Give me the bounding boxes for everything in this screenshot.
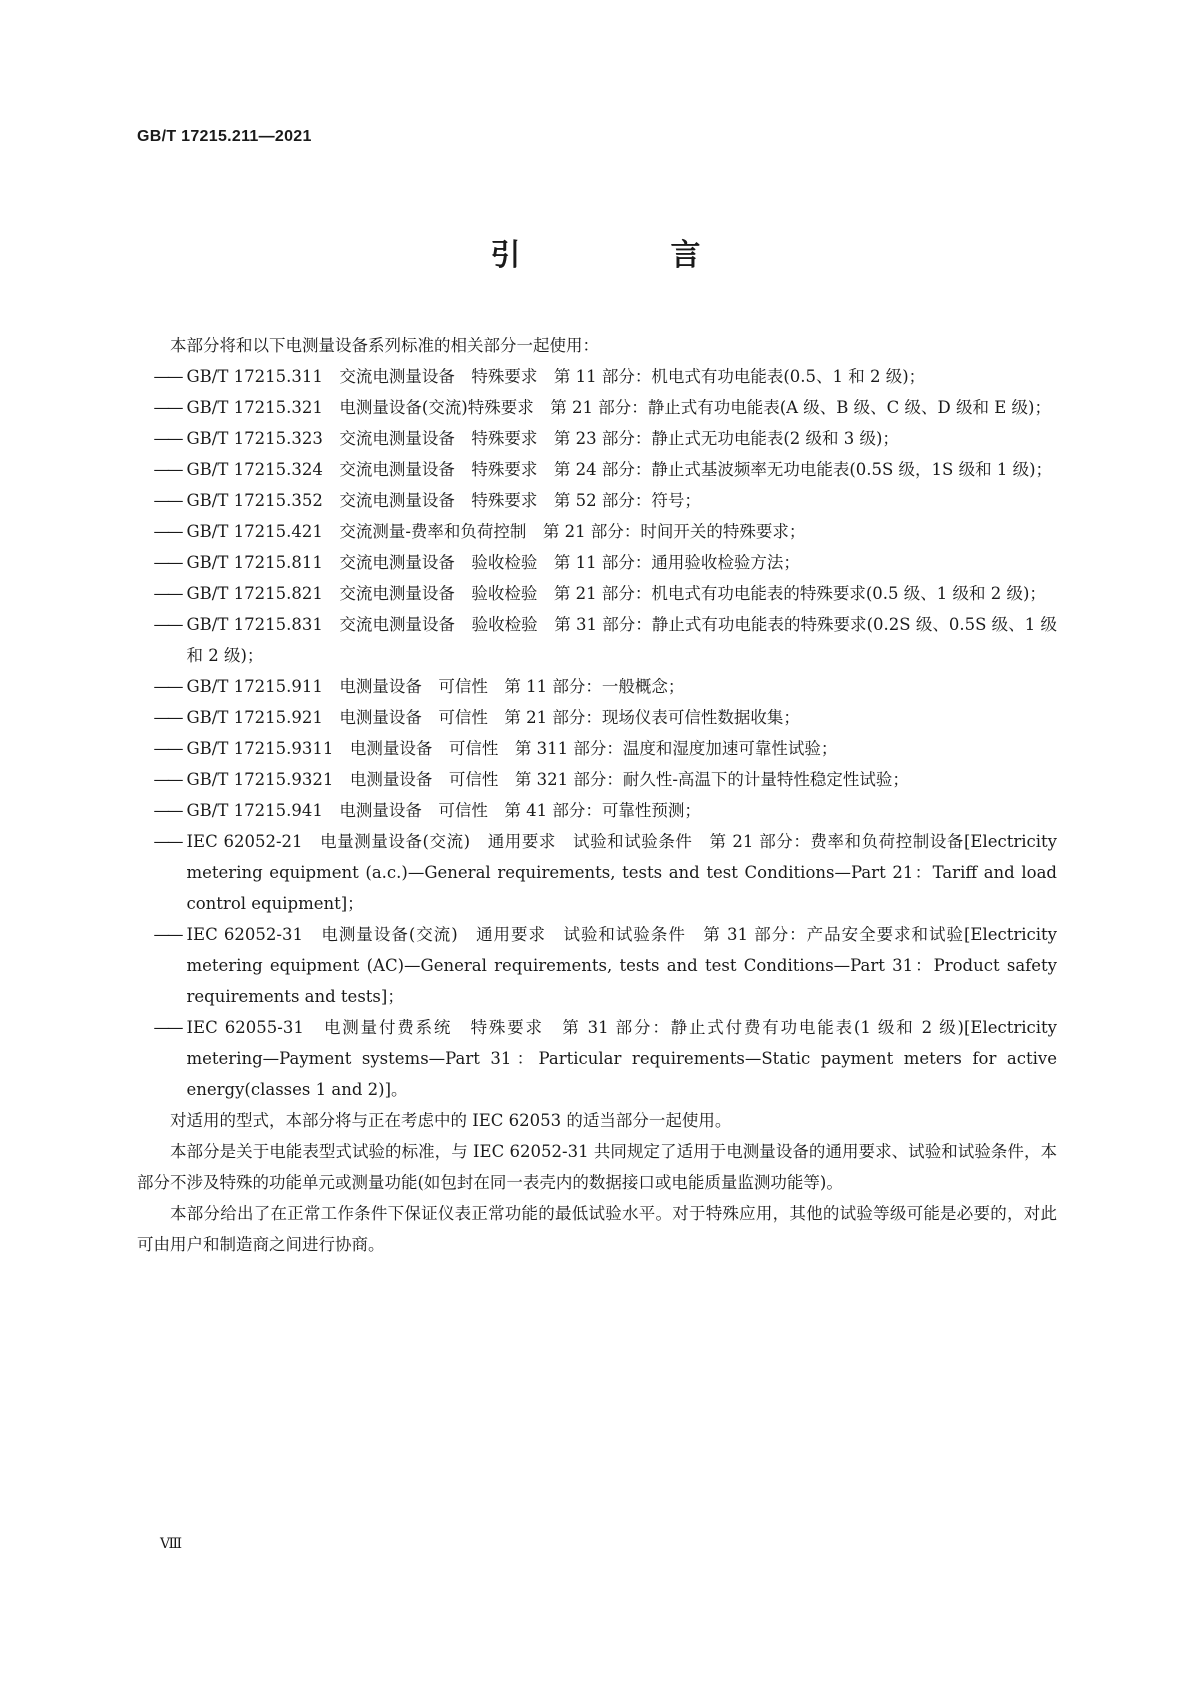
reference-text: GB/T 17215.421 交流测量-费率和负荷控制 第 21 部分：时间开关的特殊要求； bbox=[186, 522, 806, 541]
list-dash: —— bbox=[153, 739, 181, 758]
page-title: 引 言 bbox=[490, 238, 761, 273]
reference-text: GB/T 17215.911 电测量设备 可信性 第 11 部分：一般概念； bbox=[186, 677, 685, 696]
list-dash: —— bbox=[153, 770, 181, 789]
reference-text: GB/T 17215.921 电测量设备 可信性 第 21 部分：现场仪表可信性数据收集； bbox=[186, 708, 800, 727]
list-dash: —— bbox=[153, 491, 181, 510]
reference-item bbox=[137, 361, 1057, 392]
reference-item bbox=[137, 826, 1057, 919]
reference-text: GB/T 17215.941 电测量设备 可信性 第 41 部分：可靠性预测； bbox=[186, 801, 701, 820]
body-paragraph: 本部分是关于电能表型式试验的标准，与 IEC 62052-31 共同规定了适用于电测量设备的通用要求、试验和试验条件，本部分不涉及特殊的功能单元或测量功能(如包封在同一表壳内的数据接口或电能质量监测功能等)。 bbox=[137, 1142, 1057, 1192]
list-dash: —— bbox=[153, 677, 181, 696]
reference-text: GB/T 17215.821 交流电测量设备 验收检验 第 21 部分：机电式有功电能表的特殊要求(0.5 级、1 级和 2 级)； bbox=[186, 584, 1046, 603]
list-dash: —— bbox=[153, 615, 181, 634]
reference-list bbox=[137, 361, 1057, 1105]
reference-item bbox=[137, 485, 1057, 516]
reference-item bbox=[137, 733, 1057, 764]
reference-item bbox=[137, 454, 1057, 485]
reference-item bbox=[137, 671, 1057, 702]
body-paragraph: 对适用的型式，本部分将与正在考虑中的 IEC 62053 的适当部分一起使用。 bbox=[170, 1111, 732, 1130]
reference-text: GB/T 17215.811 交流电测量设备 验收检验 第 11 部分：通用验收检验方法； bbox=[186, 553, 800, 572]
list-dash: —— bbox=[153, 584, 181, 603]
body-paragraph: 本部分给出了在正常工作条件下保证仪表正常功能的最低试验水平。对于特殊应用，其他的试验等级可能是必要的，对此可由用户和制造商之间进行协商。 bbox=[137, 1204, 1057, 1254]
list-dash: —— bbox=[153, 925, 181, 944]
reference-text: GB/T 17215.324 交流电测量设备 特殊要求 第 24 部分：静止式基波频率无功电能表(0.5S 级，1S 级和 1 级)； bbox=[186, 460, 1053, 479]
reference-text: IEC 62052-31 电测量设备(交流) 通用要求 试验和试验条件 第 31 部分：产品安全要求和试验[Electricity metering equipment (AC)—General requirements, tests and test Conditions—Part 31：Product safety requirements and tests]； bbox=[186, 925, 1057, 1006]
list-dash: —— bbox=[153, 553, 181, 572]
reference-text: GB/T 17215.9321 电测量设备 可信性 第 321 部分：耐久性-高温下的计量特性稳定性试验； bbox=[186, 770, 909, 789]
reference-text: GB/T 17215.321 电测量设备(交流)特殊要求 第 21 部分：静止式有功电能表(A 级、B 级、C 级、D 级和 E 级)； bbox=[186, 398, 1051, 417]
list-dash: —— bbox=[153, 398, 181, 417]
document-body bbox=[137, 330, 1057, 1260]
standard-code-header: GB/T 17215.211—2021 bbox=[137, 128, 312, 145]
list-dash: —— bbox=[153, 708, 181, 727]
list-dash: —— bbox=[153, 832, 181, 851]
list-dash: —— bbox=[153, 367, 181, 386]
list-dash: —— bbox=[153, 460, 181, 479]
reference-item bbox=[137, 547, 1057, 578]
page-number: Ⅷ bbox=[160, 1536, 183, 1552]
list-dash: —— bbox=[153, 1018, 181, 1037]
reference-item bbox=[137, 1012, 1057, 1105]
intro-paragraph: 本部分将和以下电测量设备系列标准的相关部分一起使用： bbox=[170, 336, 599, 355]
reference-item bbox=[137, 795, 1057, 826]
reference-item bbox=[137, 392, 1057, 423]
reference-text: GB/T 17215.352 交流电测量设备 特殊要求 第 52 部分：符号； bbox=[186, 491, 701, 510]
reference-item bbox=[137, 609, 1057, 671]
reference-item bbox=[137, 702, 1057, 733]
reference-text: GB/T 17215.311 交流电测量设备 特殊要求 第 11 部分：机电式有功电能表(0.5、1 和 2 级)； bbox=[186, 367, 926, 386]
reference-text: GB/T 17215.831 交流电测量设备 验收检验 第 31 部分：静止式有功电能表的特殊要求(0.2S 级、0.5S 级、1 级和 2 级)； bbox=[186, 615, 1057, 665]
reference-item bbox=[137, 423, 1057, 454]
reference-text: IEC 62052-21 电量测量设备(交流) 通用要求 试验和试验条件 第 21 部分：费率和负荷控制设备[Electricity metering equipment (a.c.)—General requirements, tests and test Conditions—Part 21：Tariff and load control equipment]； bbox=[186, 832, 1057, 913]
reference-text: IEC 62055-31 电测量付费系统 特殊要求 第 31 部分：静止式付费有功电能表(1 级和 2 级)[Electricity metering—Payment systems—Part 31：Particular requirements—Static payment meters for active energy(classes 1 and 2)]。 bbox=[186, 1018, 1057, 1099]
reference-text: GB/T 17215.9311 电测量设备 可信性 第 311 部分：温度和湿度加速可靠性试验； bbox=[186, 739, 838, 758]
reference-item bbox=[137, 578, 1057, 609]
body-paragraphs bbox=[137, 1105, 1057, 1260]
reference-item bbox=[137, 764, 1057, 795]
list-dash: —— bbox=[153, 801, 181, 820]
list-dash: —— bbox=[153, 429, 181, 448]
reference-item bbox=[137, 919, 1057, 1012]
reference-text: GB/T 17215.323 交流电测量设备 特殊要求 第 23 部分：静止式无功电能表(2 级和 3 级)； bbox=[186, 429, 899, 448]
reference-item bbox=[137, 516, 1057, 547]
list-dash: —— bbox=[153, 522, 181, 541]
